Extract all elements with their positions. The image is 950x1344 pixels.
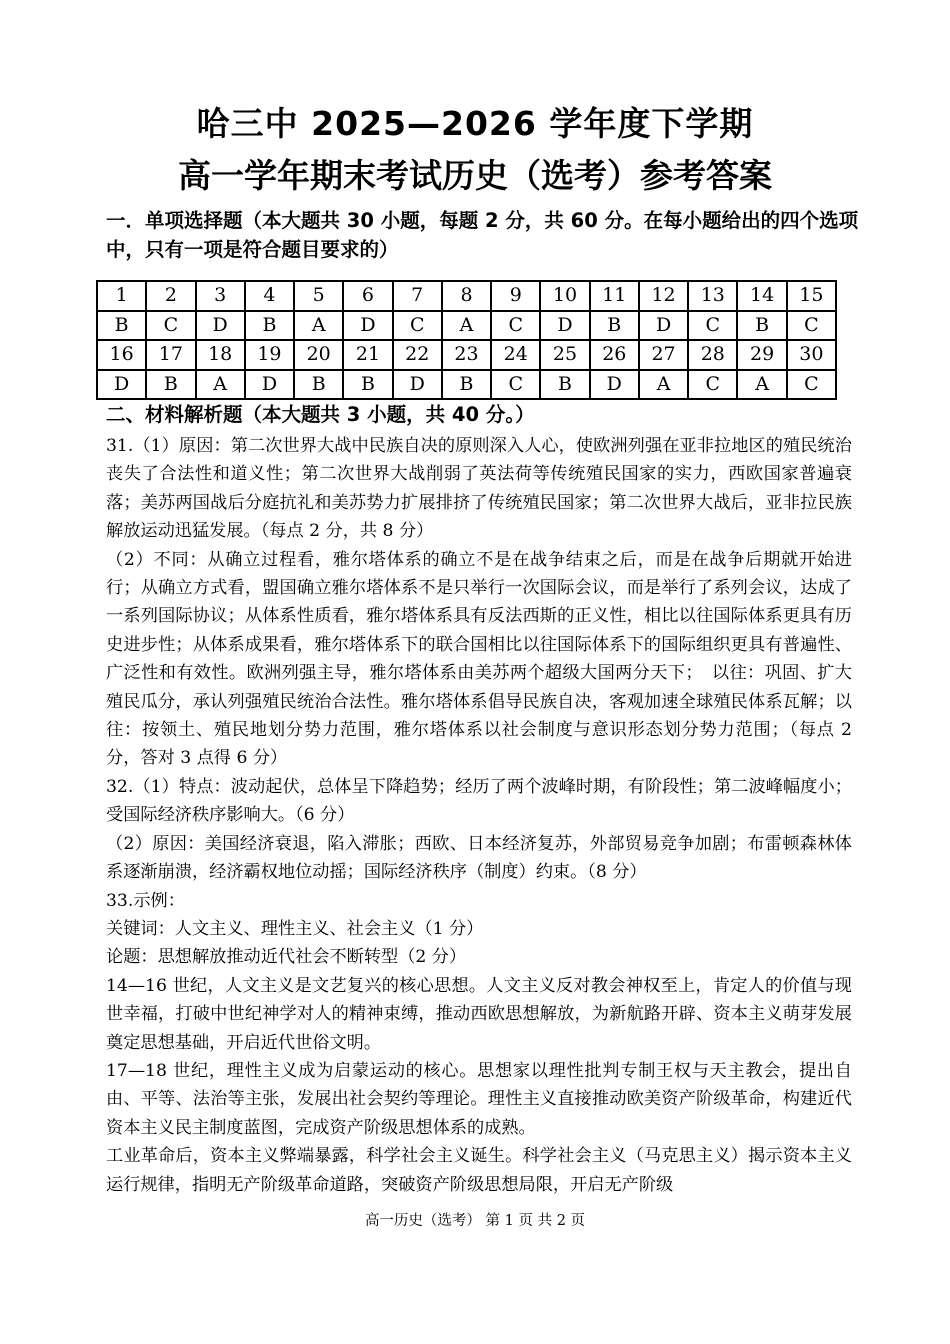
answer-table [96, 280, 837, 400]
question-number-cell: 21 [343, 340, 392, 370]
question-number-cell: 24 [491, 340, 540, 370]
answer-cell: C [688, 311, 737, 341]
answer-cell: A [737, 370, 786, 400]
answer-cell: B [343, 370, 392, 400]
question-number-cell: 26 [590, 340, 639, 370]
answer-cell: C [787, 370, 836, 400]
question-number-cell: 27 [639, 340, 688, 370]
answer-paragraph: 关键词：人文主义、理性主义、社会主义（1 分） [106, 918, 484, 939]
answer-cell: B [146, 370, 195, 400]
answer-cell: D [590, 370, 639, 400]
question-number-cell: 8 [442, 281, 491, 311]
answer-cell: B [590, 311, 639, 341]
answer-cell: A [196, 370, 245, 400]
question-number-cell: 2 [146, 281, 195, 311]
question-number-cell: 5 [294, 281, 343, 311]
question-number-cell: 22 [393, 340, 442, 370]
answer-cell: A [294, 311, 343, 341]
answer-row [97, 311, 836, 341]
answer-cell: C [146, 311, 195, 341]
question-number-cell: 1 [97, 281, 146, 311]
answer-cell: C [393, 311, 442, 341]
answer-paragraph: 14—16 世纪，人文主义是文艺复兴的核心思想。人文主义反对教会神权至上，肯定人的价值与现世幸福，打破中世纪神学对人的精神束缚，推动西欧思想解放，为新航路开辟、资本主义萌芽发展奠定思想基础，开启近代世俗文明。 [106, 975, 852, 1053]
answer-cell: B [97, 311, 146, 341]
answer-paragraph: （2）原因：美国经济衰退，陷入滞胀；西欧、日本经济复苏，外部贸易竞争加剧；布雷顿森林体系逐渐崩溃，经济霸权地位动摇；国际经济秩序（制度）约束。（8 分） [106, 833, 852, 883]
question-number-cell: 19 [245, 340, 294, 370]
question-number-row [97, 340, 836, 370]
question-number-cell: 15 [787, 281, 836, 311]
answer-paragraph: 32.（1）特点：波动起伏，总体呈下降趋势；经历了两个波峰时期，有阶段性；第二波峰幅度小；受国际经济秩序影响大。（6 分） [106, 776, 852, 826]
question-number-cell: 17 [146, 340, 195, 370]
question-number-cell: 9 [491, 281, 540, 311]
section1-heading: 一．单项选择题（本大题共 30 小题，每题 2 分，共 60 分。在每小题给出的四个选项中，只有一项是符合题目要求的） [106, 209, 859, 261]
question-number-cell: 20 [294, 340, 343, 370]
section2-body [106, 432, 852, 1199]
answer-cell: D [245, 370, 294, 400]
answer-cell: A [442, 311, 491, 341]
answer-cell: D [196, 311, 245, 341]
answer-cell: B [245, 311, 294, 341]
question-number-cell: 29 [737, 340, 786, 370]
answer-cell: A [639, 370, 688, 400]
answer-paragraph: （2）不同：从确立过程看，雅尔塔体系的确立不是在战争结束之后，而是在战争后期就开始进行；从确立方式看，盟国确立雅尔塔体系不是只举行一次国际会议，而是举行了系列会议，达成了一系列国际协议；从体系性质看，雅尔塔体系具有反法西斯的正义性，相比以往国际体系更具有历史进步性；从体系成果看，雅尔塔体系下的联合国相比以往国际体系下的国际组织更具有普遍性、广泛性和有效性。欧洲列强主导，雅尔塔体系由美苏两个超级大国两分天下； 以往：巩固、扩大殖民瓜分，承认列强殖民统治合法性。雅尔塔体系倡导民族自决，客观加速全球殖民体系瓦解；以往：按领土、殖民地划分势力范围，雅尔塔体系以社会制度与意识形态划分势力范围；（每点 2 分，答对 3 点得 6 分） [106, 549, 852, 769]
answer-cell: D [343, 311, 392, 341]
answer-paragraph: 31.（1）原因：第二次世界大战中民族自决的原则深入人心，使欧洲列强在亚非拉地区的殖民统治丧失了合法性和道义性；第二次世界大战削弱了英法荷等传统殖民国家的实力，西欧国家普遍衰落；美苏两国战后分庭抗礼和美苏势力扩展排挤了传统殖民国家；第二次世界大战后，亚非拉民族解放运动迅猛发展。（每点 2 分，共 8 分） [106, 436, 852, 542]
answer-cell: B [540, 370, 589, 400]
answer-paragraph: 33.示例： [106, 890, 185, 911]
answer-cell: C [688, 370, 737, 400]
question-number-cell: 23 [442, 340, 491, 370]
answer-paragraph: 工业革命后，资本主义弊端暴露，科学社会主义诞生。科学社会主义（马克思主义）揭示资本主义运行规律，指明无产阶级革命道路，突破资产阶级思想局限，开启无产阶级 [106, 1146, 852, 1195]
answer-cell: C [491, 370, 540, 400]
answer-cell: B [737, 311, 786, 341]
question-number-cell: 14 [737, 281, 786, 311]
question-number-cell: 28 [688, 340, 737, 370]
answer-cell: D [540, 311, 589, 341]
question-number-cell: 25 [540, 340, 589, 370]
document-title-line1: 哈三中 2025—2026 学年度下学期 [196, 104, 754, 143]
question-number-row [97, 281, 836, 311]
question-number-cell: 18 [196, 340, 245, 370]
answer-cell: D [639, 311, 688, 341]
answer-cell: D [97, 370, 146, 400]
page-footer: 高一历史（选考） 第 1 页 共 2 页 [364, 1213, 586, 1229]
answer-paragraph: 论题：思想解放推动近代社会不断转型（2 分） [106, 947, 467, 968]
question-number-cell: 3 [196, 281, 245, 311]
question-number-cell: 12 [639, 281, 688, 311]
question-number-cell: 6 [343, 281, 392, 311]
answer-cell: B [294, 370, 343, 400]
question-number-cell: 4 [245, 281, 294, 311]
answer-cell: B [442, 370, 491, 400]
answer-cell: C [491, 311, 540, 341]
question-number-cell: 30 [787, 340, 836, 370]
question-number-cell: 16 [97, 340, 146, 370]
document-title-line2: 高一学年期末考试历史（选考）参考答案 [178, 156, 772, 195]
question-number-cell: 11 [590, 281, 639, 311]
answer-cell: D [393, 370, 442, 400]
question-number-cell: 13 [688, 281, 737, 311]
answer-paragraph: 17—18 世纪，理性主义成为启蒙运动的核心。思想家以理性批判专制王权与天主教会，提出自由、平等、法治等主张，发展出社会契约等理论。理性主义直接推动欧美资产阶级革命，构建近代资本主义民主制度蓝图，完成资产阶级思想体系的成熟。 [106, 1060, 852, 1138]
answer-row [97, 370, 836, 400]
question-number-cell: 7 [393, 281, 442, 311]
section2-heading: 二、材料解析题（本大题共 3 小题，共 40 分。） [106, 403, 535, 426]
question-number-cell: 10 [540, 281, 589, 311]
answer-cell: C [787, 311, 836, 341]
